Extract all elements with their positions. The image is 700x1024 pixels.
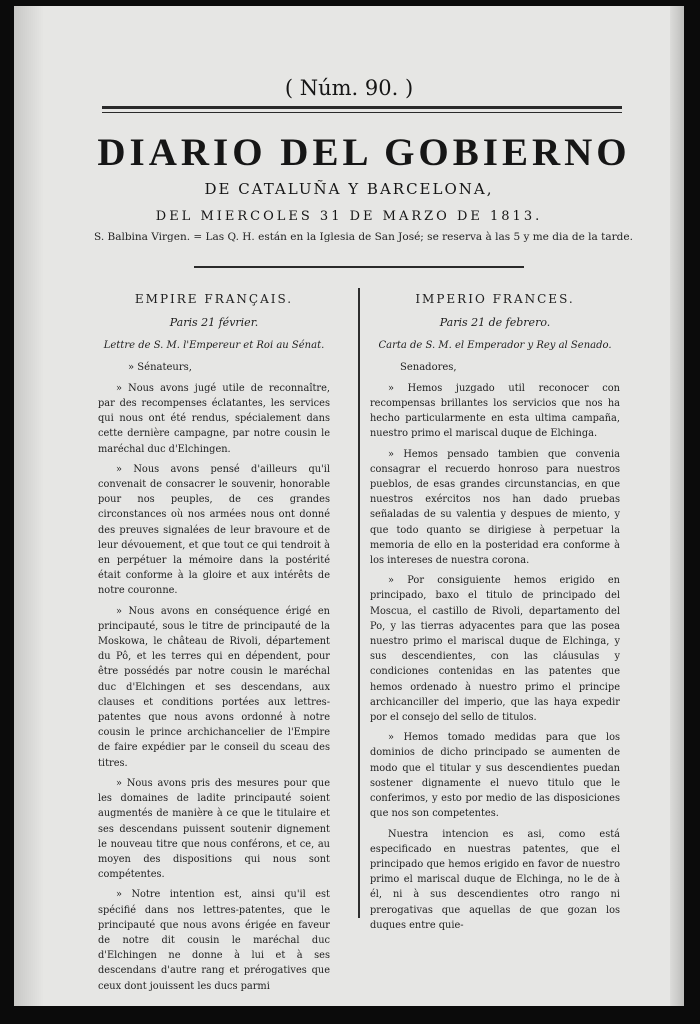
saint-of-day-note: S. Balbina Virgen. = Las Q. H. están en la Iglesia de San José; se reserva à las 5 y me dia de la tarde. (94, 231, 633, 243)
newspaper-page (14, 6, 684, 1006)
spanish-salutation: Senadores, (400, 361, 457, 373)
issue-number: ( Núm. 90. ) (284, 76, 414, 100)
french-paragraph: » Notre intention est, ainsi qu'il est spécifié dans nos lettres-patentes, que le principauté que nous avons érigée en faveur de notre dit cousin le maréchal duc d'Elchingen ne donne à lui et à ses descendans d'autre rang et prérogatives que ceux dont jouissent les ducs parmi (98, 889, 330, 992)
title-rule-top (102, 106, 622, 109)
french-paragraph: » Nous avons jugé utile de reconnaître, par des recompenses éclatantes, les services qui nous ont été rendus, spécialement dans cette dernière campagne, par notre cousin le maréchal duc d'Elchingen. (98, 382, 330, 455)
title-rule-thin (102, 112, 622, 113)
french-dateline: Paris 21 février. (169, 316, 259, 330)
page-spine-shadow (14, 6, 44, 1006)
french-column (98, 292, 330, 999)
french-paragraph: » Nous avons pensé d'ailleurs qu'il convenait de consacrer le souvenir, honorable pour nos peuples, de ces grandes circonstances où nos armées nous ont donné des preuves signalées de leur bravoure et de leur dévouement, et que tout ce qui tendroit à en perpétuer la mémoire dans la postérité était conforme à la gloire et aux intérêts de notre couronne. (98, 463, 330, 597)
issue-date: DEL MIERCOLES 31 DE MARZO DE 1813. (155, 209, 543, 224)
spanish-column (370, 292, 620, 938)
french-paragraph: » Nous avons pris des mesures pour que les domaines de ladite principauté soient augmentés de manière à ce que le titulaire et ses descendans puissent soutenir dignement le nouveau titre que nous conférons, et ce, au moyen des dispositions qui nous sont compétentes. (98, 777, 330, 881)
french-heading: EMPIRE FRANÇAIS. (134, 292, 294, 306)
spanish-paragraph: » Hemos tomado medidas para que los dominios de dicho principado se aumenten de modo que el titular y sus descendientes puedan sostener dignamente el nuevo titulo que le conferimos, y esto por medio de las disposiciones que nos son competentes. (370, 732, 620, 820)
newspaper-subtitle: DE CATALUÑA Y BARCELONA, (204, 180, 494, 198)
spanish-heading: IMPERIO FRANCES. (415, 292, 575, 306)
spanish-paragraph: » Hemos juzgado util reconocer con recompensas brillantes los servicios que nos ha hecho particularmente en esta ultima campaña, nuestro primo el mariscal duque de Elchinga. (370, 382, 620, 440)
header-divider (194, 266, 524, 268)
spanish-paragraph: Nuestra intencion es asi, como está especificado en nuestras patentes, que el principado que hemos erigido en favor de nuestro primo el mariscal duque de Elchinga, no le de à él, ni à sus descendientes otro rango ni prerogativas que aquellas de que gozan los duques entre quie- (370, 828, 620, 931)
spanish-letter-title: Carta de S. M. el Emperador y Rey al Senado. (378, 340, 612, 352)
spanish-dateline: Paris 21 de febrero. (439, 316, 551, 330)
french-letter-title: Lettre de S. M. l'Empereur et Roi au Sénat. (103, 340, 325, 352)
spanish-paragraph: » Por consiguiente hemos erigido en principado, baxo el titulo de principado del Moscua, el castillo de Rivoli, departamento del Po, y las tierras adyacentes para que las posea nuestro primo el mariscal duque de Elchinga, y sus descendientes, con las cláusulas y condiciones contenidas en las patentes que hemos ordenado à nuestro primo el principe archicanciller del imperio, que las haya expedir por el consejo del sello de titulos. (370, 575, 620, 724)
newspaper-title: DIARIO DEL GOBIERNO (97, 131, 631, 174)
french-salutation: » Sénateurs, (128, 361, 192, 373)
spanish-paragraph: » Hemos pensado tambien que convenia consagrar el recuerdo honroso para nuestros pueblos, de esas grandes circunstancias, en que nuestros exércitos nos han dado pruebas señaladas de su valentia y despues de miento, y que todo quanto se dirigiese à perpetuar la memoria de ello en la posteridad era conforme à los intereses de nuestra corona. (370, 448, 620, 567)
french-paragraph: » Nous avons en conséquence érigé en principauté, sous le titre de principauté de la Moskowa, le château de Rivoli, département du Pô, et les terres qui en dépendent, pour être possédés par notre cousin le maréchal duc d'Elchingen et ses descendans, aux clauses et conditions portées aux lettres-patentes que nous avons ordonné à notre cousin le prince archichancelier de l'Empire de faire expédier par le conseil du sceau des titres. (98, 605, 330, 769)
column-divider (358, 288, 360, 918)
